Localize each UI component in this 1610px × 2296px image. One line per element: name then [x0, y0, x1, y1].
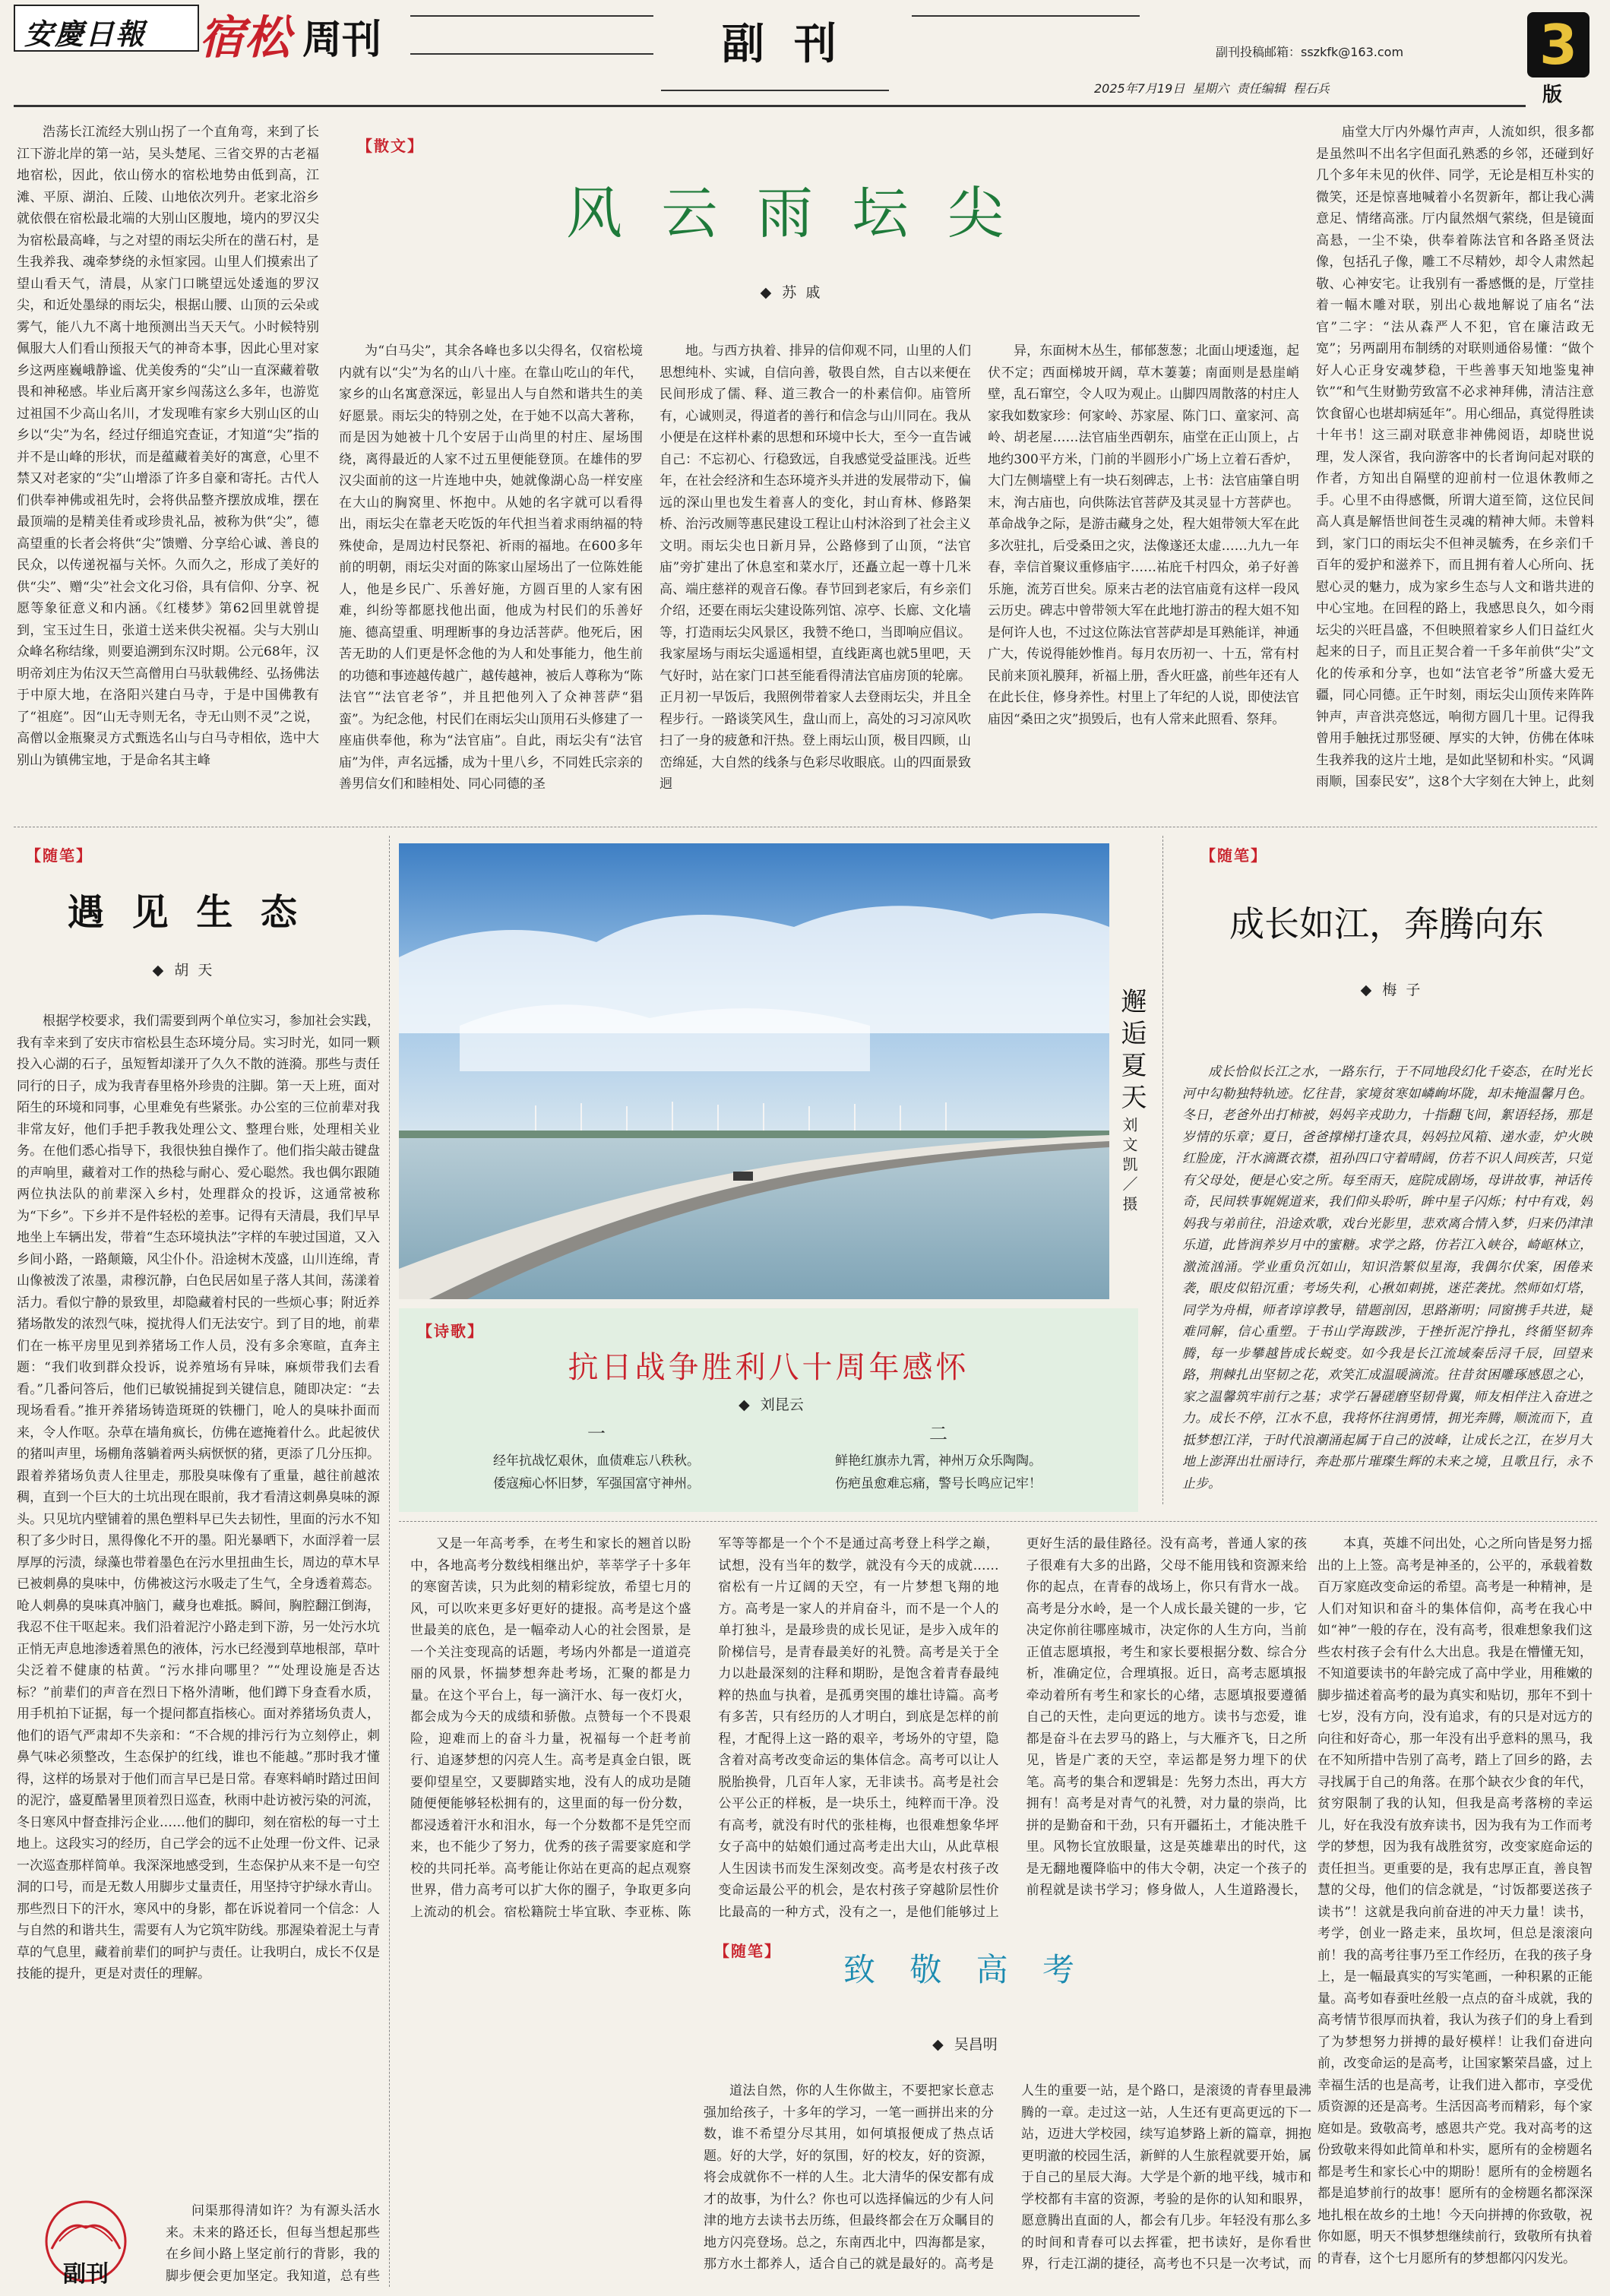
page-number: 3: [1539, 13, 1578, 77]
logo-text: 安慶日報: [24, 17, 147, 51]
date-line: 2025年7月19日 星期六 责任编辑 程石兵: [1094, 81, 1330, 96]
stamp-label: 副刊: [63, 2261, 109, 2288]
photo-bridge: [399, 843, 1109, 1299]
article1-col4: 异，东面树木丛生，郁郁葱葱；北面山埂逶迤，起伏不定；西面梯坡开阔，草木萋萋；南面则是悬崖峭壁，乱石窜空，令人叹为观止。山脚四周散落的村庄人家我如数家珍：何家岭、苏家屋、陈门口、童家河、高岭、胡老屋……法官庙坐西朝东，庙堂在正山顶上，占地约300平方米，门前的半圆形小广场上立着石香炉，大门左侧墙壁上有一块石刻碑志，上书：法官庙肇自明末，洵古庙也，向供陈法官菩萨及其灵显十方菩萨也。革命战争之际，是游击藏身之处，程大姐带领大军在此多次驻扎，后受桑田之灾，法像遂还太虚……九九一年春，幸信首聚议重修庙宇……祐庇千村四众，弟子好善乐施，流芳百世矣。原来古老的法官庙竟有这样一段风云历史。碑志中曾带领大军在此地打游击的程大姐不知是何许人也，不过这位陈法官菩萨却是耳熟能详，神通广大，传说得能妙惟肖。每月农历初一、十五，常有村民前来顶礼膜拜，祈福上册，香火旺盛，前些年还有人在此长住，修身养性。村里上了年纪的人说，即使法官庙因“桑田之灾”损毁后，也有人常来此照看、祭拜。: [988, 343, 1299, 727]
poem-title: 抗日战争胜利八十周年感怀: [568, 1350, 969, 1385]
article1-tag: 【散文】: [357, 137, 424, 155]
article3-tag: 【随笔】: [1200, 846, 1267, 865]
header-rule-right: [912, 15, 1140, 17]
byline-diamond-icon: ◆: [932, 2036, 944, 2053]
article1-title: 风 云 雨 坛 尖: [565, 181, 1015, 246]
page-number-badge: [1527, 12, 1589, 77]
article2-tag: 【随笔】: [26, 846, 93, 865]
byline-diamond-icon: ◆: [739, 1396, 750, 1413]
masthead: [0, 0, 1610, 114]
article3-byline: ◆ 梅 子: [1360, 982, 1421, 998]
byline-diamond-icon: ◆: [1360, 982, 1372, 998]
poem-tag: 【诗歌】: [417, 1322, 484, 1340]
divider-col-right: [1162, 836, 1163, 1504]
photo-credit: 刘文凯／摄: [1120, 1117, 1138, 1216]
byline-diamond-icon: ◆: [152, 962, 164, 979]
article3-body: 成长恰似长江之水，一路东行，于不同地段幻化千姿态，在时光长河中勾勒独特轨迹。忆往昔，家境贫寒如嶙峋坏陇，却未掩温馨月色。冬日，老爸外出打柿被，妈妈辛戎助力，十指翻飞间，絮语轻扬，那是岁情的乐章；夏日，爸爸撑梯打逢农具，妈妈拉风箱、递水壶，炉火映红脸庞，汗水滴溉衣襟，祖孙四口守着晴阔，仿若不识人间疾苦，只觉有父母处，便是心安之所。每至雨天，庭院成剧场，母讲故事，神话传奇，民间轶事娓娓道来，我们仰头聆听，眸中星子闪烁；村中有戏，妈妈我与弟前往，沿途欢歌，戏台光影里，悲欢离合情入梦，归来仍津津乐道，此皆润养岁月中的蜜糖。求学之路，仿若江入峡谷，崎岖林立，激流汹涌。学业重负沉如山，知识浩繁似星海，我偶尔伏案，困倦来袭，眼皮似铅沉重；考场失利，心揪如刺挑，迷茫袭扰。然师如灯塔，同学为舟楫，师者谆谆教导，错题剖因，思路渐明；同窗携手共进，疑难同解，信心重塑。于书山学海跋涉，于挫折泥泞挣扎，终循坚韧奔腾，每一步攀越皆成长蜕变。如今我是长江流域秦岳浔千辰，回望来路，荆棘扎出坚韧之花，欢笑汇成温暖滴流。往昔贫困雕琢感恩之心，家之温馨筑牢前行之基；求学石暑磋磨坚韧骨翼，师友相伴注入奋进之力。成长不停，江水不息，我将怀往润勇情，拥光奔腾，顺流而下，直抵梦想江洋，于时代浪潮涌起属于自己的波峰，让成长之江，在岁月大地上澎湃出壮丽诗行，奔赴那片璀璨生辉的未来之境，且歌且行，永不止步。: [1182, 1064, 1593, 1491]
article1-col5: 庙堂大厅内外爆竹声声，人流如织，很多都是虽然叫不出名字但面孔熟悉的乡邻，还碰到好几个多年未见的伙伴、同学，无论是相互朴实的微笑，还是惊喜地喊着小名贺新年，都让我心满意足、情绪高涨。厅内鼠然烟气萦绕，但是镜面高悬，一尘不染，供奉着陈法官和各路圣贤法像，包括孔子像，雕工不尽精妙，却令人肃然起敬、心神安宅。让我别有一番感慨的是，厅堂挂着一幅木雕对联，别出心裁地解说了庙名“法官”二字：“法从森严人不犯，官在廉洁政无宽”；另两副用布制绣的对联则通俗易懂：“做个好人心正身安魂梦稳，干些善事天知地鉴鬼神钦”“和气生财勤劳致富不必求神拜佛，清洁注意饮食留心也堪却病延年”。用心细品，真觉得胜读十年书！这三副对联意非神佛阅语，却晓世说理，发人深省，我向游客中的长者询问起对联的作者，方知出自隔壁的迎前村一位退休教师之手。心里不由得感慨，所谓大道至简，这位民间高人真是解悟世间苍生灵魂的精神大师。未曾料到，家门口的雨坛尖不但神灵毓秀，在乡亲们千百年的爱护和滋养下，而且拥有着人心所向、抚慰心灵的魅力，成为家乡生态与人文和谐共进的中心宝地。在回程的路上，我感思良久，如今雨坛尖的兴旺昌盛，不但映照着家乡人们日益红火起来的日子，而且正契合着一千多年前供“尖”文化的传承和分享，也如“法官老爷”所盛大爱无疆，同心同德。正午时刻，雨坛尖山顶传来阵阵钟声，声音洪亮悠远，响彻方圆几十里。记得我曾用手触抚过那竖硬、厚实的大钟，仿佛在体味生我养我的这片土地，是如此坚韧和朴实。“风调雨顺，国泰民安”，这8个大字刻在大钟上，此刻: [1316, 125, 1594, 789]
page-label: 版: [1542, 84, 1563, 106]
article4-colB: 道法自然，你的人生你做主，不要把家长意志强加给孩子，十多年的学习，一笔一画拼出来的分数，谁不希望分尽其用，如何填报便成了热点话题。好的大学，好的氛围，好的校友，好的资源，将会成就你不一样的人生。北大清华的保安都有成才的故事，为什么？你也可以选择偏远的少有人问津的地方去读书去历练，但最终都会在万众瞩目的地方闪亮登场。总之，东南西北中，四海都是家，那方水土都养人，适合自己的就是最好的。高考是人生的重要一站，是个路口，是滚烫的青春里最沸腾的一章。走过这一站，人生还有更高更远的下一站，迈进大学校园，续写追梦路上新的篇章，拥抱更明澈的校园生活，新鲜的人生旅程就要开始，属于自己的星辰大海。大学是个新的地平线，城市和学校都有丰富的资源，考验的是你的认知和眼界，愿意腾出直面的人，都会有几步。年轻没有那么多的时间和青春可以去挥霍，把书读好，是你看世界，行走江湖的捷径，高考也不只是一次考试，而: [704, 2083, 1311, 2272]
article4-colC: 本真，英雄不问出处，心之所向皆是努力摇出的上上签。高考是神圣的，公平的，承载着数百万家庭改变命运的希望。高考是一种精神，是人们对知识和奋斗的集体信仰，高考在我心中如“神”一般的存在，没有高考，很难想象我们这些农村孩子会有什么大出息。我是在懵懂无知，不知道要读书的年龄完成了高中学业，用稚嫩的脚步描述着高考的最为真实和贴切，那年不到十七岁，没有方向，没有追求，有的只是对远方的向往和好奇心，那一年没有出乎意料的黑马，我在不知所措中告别了高考，踏上了回乡的路，去寻找属于自己的角落。在那个缺衣少食的年代，贫穷限制了我的认知，但我是高考落榜的幸运儿，好在我没有放弃读书，因为我有为工作而考学的梦想，因为我有战胜贫穷，改变家庭命运的责任担当。更重要的是，我有忠厚正直，善良智慧的父母，他们的信念就是，“讨饭都要送孩子读书”！这就是我向前奋进的冲天力量！读书，考学，创业一路走来，虽坎坷，但总是滚滚向前！我的高考往事乃至工作经历，在我的孩子身上，是一幅最真实的写实笔画，一种积累的正能量。高考如春蚕吐丝般一点点的奋斗成就，我的高考情节很厚而执着，我认为孩子们的身上看到了为梦想努力拼搏的最好模样！让我们奋进向前，改变命运的是高考，让国家繁荣昌盛，过上幸福生活的也是高考，让我们进入都市，享受优质资源的还是高考。生活因高考而精彩，每个家庭如是。致敬高考，感恩共产党。我对高考的这份致敬来得如此简单和朴实，愿所有的金榜题名都是考生和家长心中的期盼！愿所有的金榜题名都是追梦前行的故事！愿所有的金榜题名都深深地扎根在故乡的土地！今天向拼搏的你致敬，祝你如愿，明天不惧梦想继续前行，致敬所有执着的青春，这个七月愿所有的梦想都闪闪发光。: [1317, 1536, 1593, 2266]
brand-black: 周刊: [302, 17, 382, 63]
newspaper-logo: [14, 5, 199, 52]
article4-title: 致 敬 高 考: [843, 1951, 1087, 1988]
poem-byline: ◆ 刘昆云: [739, 1396, 804, 1413]
header-rule-left: [410, 15, 653, 17]
article1-col1: 浩荡长江流经大别山拐了一个直角弯，来到了长江下游北岸的第一站，吴头楚尾、三省交界的古老福地宿松，因此，依山傍水的宿松地势由低到高，江滩、平原、湖泊、丘陵、山地依次列升。老家北浴乡就依偎在宿松最北端的大别山区腹地，境内的罗汉尖为宿松最高峰，与之对望的雨坛尖所在的凿石村，是生我养我、魂牵梦绕的永恒家园。山里人们摸索出了望山看天气，清晨，从家门口眺望远处逶迤的罗汉尖，和近处墨绿的雨坛尖，根据山腰、山顶的云朵或雾气，能八九不离十地预测出当天天气。小时候特别佩服大人们看山预报天气的神奇本事，因此心里对家乡这两座巍峨静谧、优美俊秀的“尖”山一直深藏着敬畏和神秘感。毕业后离开家乡闯荡这么多年，也游览过祖国不少高山名川，才发现唯有家乡大别山区的山乡以“尖”为名，经过仔细追究查证，才知道“尖”指的并不是山峰的形状，而是蕴藏着美好的寓意，心里不禁又对老家的“尖”山增添了许多自豪和寄托。古代人们供奉神佛或祖先时，会将供品整齐摆放成堆，摆在最顶端的是精美佳肴或珍贵礼品，被称为供“尖”，德高望重的长者会将供“尖”馈赠、分享给心诚、善良的民众，以传递祝福与关怀。久而久之，形成了美好的供“尖”、赠“尖”社会文化习俗，具有信仰、分享、祝愿等象征意义和内涵。《红楼梦》第62回里就曾提到，宝玉过生日，张道士送来供尖祝福。尖与大别山众峰名称结缘，则要追溯到东汉时期。公元68年，汉明帝刘庄为佑汉天竺高僧用白马驮载佛经、弘扬佛法于中原大地，在洛阳兴建白马寺，于是中国佛教有了“祖庭”。因“山无寺则无名，寺无山则不灵”之说，高僧以金瓶聚灵方式甄选名山与白马寺相依，选中大别山为镇佛宝地，于是命名其主峰: [17, 125, 319, 768]
header-bottom-rule: [14, 105, 1526, 107]
article1-col2: 为“白马尖”，其余各峰也多以尖得名，仅宿松境内就有以“尖”为名的山八十座。在靠山吃山的年代，家乡的山名寓意深远，彰显出人与自然和谐共生的美好愿景。雨坛尖的特别之处，在于她不以高大著称，而是因为她被十几个安居于山尚里的村庄、屋场围绕，离得最近的人家不过五里便能登顶。在雄伟的罗汉尖面前的这一片连地中央，她就像湖心岛一样安座在大山的胸窝里、怀抱中。从她的名字就可以看得出，雨坛尖在靠老天吃饭的年代担当着求雨纳福的特殊使命，是周边村民祭祀、祈雨的福地。在600多年前的明朝，雨坛尖对面的陈家山屋场出了一位陈姓能人，他是乡民广、乐善好施，方圆百里的人家有困难，纠纷等都愿找他出面，他成为村民们的乐善好施、德高望重、明理断事的身边活菩萨。他死后，困苦无助的人们更是怀念他的为人和处事能力，他生前的功德和事迹越传越广，越传越神，被后人尊称为“陈法官”“法官老爷”，并且把他列入了众神菩萨“猖蛮”。为纪念他，村民们在雨坛尖山顶用石头修建了一座庙供奉他，称为“法官庙”。自此，雨坛尖有“法官庙”为伴，声名远播，成为十里八乡，不同姓氏宗亲的善男信女们和睦相处、同心同德的圣: [339, 343, 643, 792]
brand-red: 宿松: [199, 11, 290, 65]
header-rule-left-b: [410, 53, 653, 55]
section-title: 副 刊: [722, 20, 837, 69]
poem-part2: 二 鲜艳红旗赤九霄，神州万众乐陶陶。 伤疤虽愈难忘痛，警号长鸣应记牢！: [835, 1423, 1042, 1491]
poem-part1: 一 经年抗战忆艰休，血债难忘八秩秋。 倭寇痴心怀旧梦，军强国富守神州。: [493, 1423, 700, 1491]
supplement-stamp: [21, 2196, 150, 2287]
photo-caption: 邂逅夏天: [1116, 988, 1147, 1115]
article4-tag: 【随笔】: [714, 1942, 781, 1960]
article2-title: 遇 见 生 态: [67, 891, 305, 934]
header-rule-center: [661, 90, 889, 91]
submission-email: 副刊投稿邮箱：sszkfk@163.com: [1216, 45, 1404, 59]
article1-byline: ◆ 苏 戚: [760, 284, 821, 301]
divider-row2: [399, 1521, 1597, 1522]
poem-box: [399, 1308, 1138, 1512]
divider-col-left: [389, 836, 390, 2287]
article2-col1-tail: 问渠那得清如许？为有源头活水来。未来的路还长，但每当想起那些在乡间小路上坚定前行的背影，我的脚步便会更加坚定。我知道，总有些: [166, 2203, 380, 2284]
article4-colA: 又是一年高考季，在考生和家长的翘首以盼中，各地高考分数线相继出炉，莘莘学子十多年的寒窗苦读，只为此刻的精彩绽放，希望七月的风，可以吹来更多好更好的捷报。高考是这个盛世最美的底色，是一幅牵动人心的社会图景，是一个关注变现高的话题，考场内外都是一道道亮丽的风景，怀揣梦想奔赴考场，汇聚的都是力量。在这个平台上，每一滴汗水、每一夜灯火，都会成为今天的成绩和骄傲。点赞每一个不畏艰险，迎难而上的奋斗力量，祝福每一个赶考前行、追逐梦想的闪亮人生。高考是真金白银，既要仰望星空，又要脚踏实地，没有人的成功是随随便便能够轻松拥有的，这里面的每一份分数，都浸透着汗水和泪水，每一个分数都不是凭空而来，也不能少了努力，优秀的孩子需要家庭和学校的共同托举。高考能让你站在更高的起点观察世界，借力高考可以扩大你的圈子，争取更多向上流动的机会。宿松籍院士毕宜耿、李亚栋、陈军等等都是一个个不是通过高考登上科学之巅，试想，没有当年的数学，就没有今天的成就……宿松有一片辽阔的天空，有一片梦想飞翔的地方。高考是一家人的并肩奋斗，而不是一个人的单打独斗，是最珍贵的成长见证，是步入成年的阶梯信号，是青春最美好的礼赞。高考是关于全力以赴最深刻的注释和期盼，是饱含着青春最纯粹的热血与执着，是孤勇突围的雄壮诗篇。高考有多苦，只有经历的人才明白，到底是怎样的前程，才配得上这一路的艰辛，考场外的守望，隐含着对高考改变命运的集体信念。高考可以让人脱胎换骨，几百年人家，无非读书。高考是社会公平公正的样板，是一块乐土，纯粹而干净。没有高考，就没有时代的张桂梅，也很难想象华坪女子高中的姑娘们通过高考走出大山，从此草根人生因读书而发生深刻改变。高考是农村孩子改变命运最公平的机会，是农村孩子穿越阶层性价比最高的一种方式，没有之一，是他们能够过上更好生活的最佳路径。没有高考，普通人家的孩子很难有大多的出路，父母不能用钱和资源来给你的起点，在青春的战场上，你只有背水一战。高考是分水岭，是一个人成长最关键的一步，它决定你前往哪座城市，决定你的人生方向，当前正值志愿填报，考生和家长要根据分数、综合分析，准确定位，合理填报。近日，高考志愿填报牵动着所有考生和家长的心绪，志愿填报要遵循自己的天性，走向更远的地方。读书与恋爱，谁都是奋斗在去罗马的路上，与大雁齐飞，日之所见，皆是广袤的天空，幸运都是努力埋下的伏笔。高考的集合和逻辑是：先努力杰出，再大方拥有！高考是对青气的礼赞，对力量的崇尚，比拼的是勤奋和干劲，只有开疆拓土，才能决胜千里。风物长宜放眼量，这是英雄辈出的时代，这是无翻地覆降临中的伟大令朝，决定一个孩子的前程就是读书学习；修身做人，人生道路漫长，: [410, 1536, 1307, 1920]
byline-diamond-icon: ◆: [760, 284, 772, 301]
article4-byline: ◆ 吴昌明: [932, 2036, 998, 2053]
article2-col1: 根据学校要求，我们需要到两个单位实习，参加社会实践，我有幸来到了安庆市宿松县生态环境分局。实习时光，如同一颗投入心湖的石子，虽短暂却漾开了久久不散的涟漪。那些与责任同行的日子，成为我青春里格外珍贵的注脚。第一天上班，面对陌生的环境和同事，心里难免有些紧张。办公室的三位前辈对我非常友好，他们手把手教我处理公文、整理台账，处理相关业务。在他们悉心指导下，我很快独自操作了。他们指尖敲击键盘的声响里，藏着对工作的热稔与耐心、爱心聪然。我也偶尔跟随两位执法队的前辈深入乡村，处理群众的投诉，这通常被称为“下乡”。下乡并不是件轻松的差事。记得有天清晨，我们早早地坐上车辆出发，带着“生态环境执法”字样的车驶过国道，又入乡间小路，一路颠簸，风尘仆仆。沿途树木茂盛，山川连绵，青山像被泼了浓墨，肃穆沉静，白色民居如星子落人其间，荡漾着活力。看似宁静的景致里，却隐藏着村民的一些烦心事；附近养猪场散发的浓烈气味，搅扰得人们无法安宁。到了目的地，前辈们在一栋平房里见到养猪场工作人员，没有多余寒暄，直奔主题：“我们收到群众投诉，说养殖场有异味，麻烦带我们去看看。”几番问答后，他们已敏锐捕捉到关键信息，随即决定：“去现场看看。”推开养猪场铸造斑斑的铁栅门，呛人的臭味扑面而来，令人作呕。杂草在墙角疯长，仿佛在遮掩着什么。此起彼伏的猪叫声里，场棚角落躺着两头病恹恹的猪，更添了几分压抑。跟着养猪场负责人往里走，那股臭味像有了重量，越往前越浓稠，直到一个巨大的土坑出现在眼前，我才看清这刺鼻臭味的源头。只见坑内壁铺着的黑色塑料早已失去韧性，里面的污水不知积了多少时日，黑得像化不开的墨。阳光暴晒下，水面浮着一层厚厚的污渍，绿藻也带着墨色在污水里扭曲生长，周边的草木早已被刺鼻的臭味中，仿佛被这污水吸走了生气，全身透着蔫态。呛人刺鼻的臭味真冲脑门，藏身也难抵。瞬间，胸腔翻江倒海，我忍不住干呕起来。我们沿着泥泞小路走到下游，另一处污水坑正悄无声息地渗透着黑色的液体，污水已经漫到草地根部，草叶尖泛着不健康的枯黄。“污水排向哪里？”“处理设施是否达标？”前辈们的声音在烈日下格外清晰，他们蹲下身查看水质，用手机拍下证据，每一个提问都直指核心。面对养猪场负责人，他们的语气严肃却不失亲和：“不合规的排污行为立刻停止，刺鼻气味必须整改，生态保护的红线，谁也不能越。”那时我才懂得，这样的场景对于他们而言早已是日常。春寒料峭时踏过田间的泥泞，盛夏酷暑里顶着烈日巡查，秋雨中赴访被污染的河流，冬日寒风中督查排污企业……他们的脚印，刻在宿松的每一寸土地上。这段实习的经历，自己学会的远不止处理一份文件、记录一次巡查那样简单。我深深地感受到，生态保护从来不是一句空洞的口号，而是无数人用脚步丈量责任，用坚持守护绿水青山。那些烈日下的汗水，寒风中的身影，都在诉说着同一个信念：人与自然的和谐共生，需要有人为它筑牢防线。那渥染着泥土与青草的气息里，藏着前辈们的呵护与责任。让我明白，成长不仅是技能的提升，更是对责任的理解。: [17, 1014, 380, 1981]
article3-title: 成长如江，奔腾向东: [1229, 903, 1544, 944]
article2-byline: ◆ 胡 天: [152, 962, 213, 979]
article1-col3: 地。与西方执着、排异的信仰观不同，山里的人们思想纯朴、实诚，自信向善，敬畏自然，自古以来便在民间形成了儒、释、道三教合一的朴素信仰。庙管所有，心诚则灵，得道者的善行和信念与山川同在。我从小便是在这样朴素的思想和环境中长大，至今一直告诫自己：不忘初心、行稳致远，自我感觉受益匪浅。近些年，在社会经济和生态环境齐头并进的发展带动下，偏远的深山里也发生着喜人的变化，封山育林、修路架桥、治污改厕等惠民建设工程让山村沐浴到了社会主义文明。雨坛尖也日新月异，公路修到了山顶，“法官庙”旁扩建出了休息室和菜水厅，还矗立起一尊十几米高、端庄慈祥的观音石像。春节回到老家后，有乡亲们介绍，还要在雨坛尖建设陈列馆、凉亭、长廊、文化墙等，打造雨坛尖风景区，我赞不绝口，当即响应倡议。我家屋场与雨坛尖遥遥相望，直线距离也就5里吧，天气好时，站在家门口甚至能看得清法官庙房顶的轮廓。正月初一早饭后，我照例带着家人去登雨坛尖，并且全程步行。一路谈笑风生，盘山而上，高处的习习凉风吹扫了一身的疲惫和汗热。登上雨坛山顶，极目四顾，山峦绵延，大自然的线条与色彩尽收眼底。山的四面景致迥: [659, 343, 971, 792]
